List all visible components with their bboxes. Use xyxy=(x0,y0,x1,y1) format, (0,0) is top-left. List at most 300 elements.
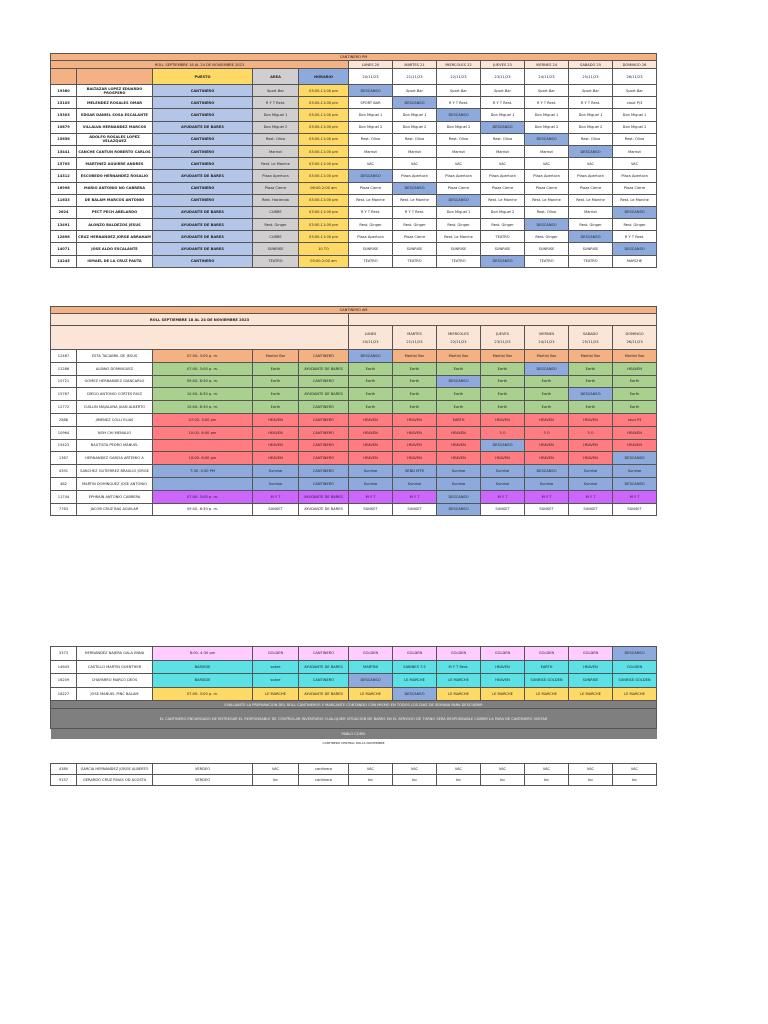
day-cell: Earth xyxy=(569,362,613,375)
table-row xyxy=(51,775,657,786)
pm-day-header: DOMINGO 26 xyxy=(613,61,657,69)
day-cell: DESCANSO xyxy=(437,490,481,503)
horario-cell: 03:00-11:00 pm xyxy=(299,145,349,157)
day-cell: HEAVEN xyxy=(481,674,525,688)
employee-name: CASTILLO MARTIN GUENTHER xyxy=(77,660,153,674)
day-cell: M Y T Rest. xyxy=(437,660,481,674)
day-cell: DESCANSO xyxy=(569,388,613,401)
horario-cell: 07:00- 3:00 p. m. xyxy=(153,362,253,375)
day-cell: GOLDEN xyxy=(569,647,613,661)
day-cell: DESCANSO xyxy=(613,647,657,661)
day-cell: SUNRISE xyxy=(437,243,481,255)
employee-name: ADOLFO ROSALES LOPEZ VELAZQUEZ xyxy=(77,133,153,145)
day-cell: Plaza Apertura xyxy=(613,170,657,182)
day-cell: TEATRO xyxy=(569,255,613,267)
pm-day-header: MIERCOLES 22 xyxy=(437,61,481,69)
table-row xyxy=(51,375,657,388)
day-cell: DESCANSO xyxy=(393,182,437,194)
day-cell: Rest. Olivo xyxy=(569,133,613,145)
day-cell: Sunrise xyxy=(349,465,393,478)
am-day-date: 24/11/23 xyxy=(538,339,555,344)
am-day-name: MARTES xyxy=(407,331,422,336)
puesto-cell: CANTINERO xyxy=(299,426,349,439)
area-cell: GOLDEN xyxy=(253,647,299,661)
horario-cell: 10:00- 6:00 pm xyxy=(153,426,253,439)
horario-cell: 03:00-11:00 pm xyxy=(299,231,349,243)
puesto-cell: AYUDANTE DE BARES xyxy=(153,231,253,243)
day-cell: DESCANSO xyxy=(525,133,569,145)
day-cell: SUNRISE GOLDEN xyxy=(525,674,569,688)
puesto-cell: AYUDANTE DE BARES xyxy=(299,388,349,401)
table-row xyxy=(51,452,657,465)
area-cell: HEAVEN xyxy=(253,439,299,452)
day-cell: SUNRISE xyxy=(349,243,393,255)
employee-id: 13491 xyxy=(51,219,77,231)
day-cell: SUNRISE xyxy=(481,243,525,255)
day-cell: VAC xyxy=(349,764,393,775)
day-cell: Sunrise xyxy=(349,477,393,490)
employee-id: 15441 xyxy=(51,145,77,157)
day-cell: HEAVEN xyxy=(481,660,525,674)
puesto-cell: CANTINERO xyxy=(153,133,253,145)
day-cell: M Y T xyxy=(349,490,393,503)
area-cell: TEATRO xyxy=(253,255,299,267)
puesto-cell: CANTINERO xyxy=(299,674,349,688)
horario-cell: 09:00- 6:30 p. m. xyxy=(153,375,253,388)
day-cell: Earth xyxy=(349,388,393,401)
day-cell: Don Miguel 2 xyxy=(613,121,657,133)
pm-col-horario: HORARIO xyxy=(299,69,349,85)
day-cell: TEATRO xyxy=(481,231,525,243)
day-cell: R Y T Rest. xyxy=(481,97,525,109)
table-row xyxy=(51,350,657,363)
day-cell: DESCANSO xyxy=(525,219,569,231)
day-cell: Sunrise xyxy=(613,465,657,478)
horario-cell: 07:00- 3:00 p. m. xyxy=(153,490,253,503)
puesto-cell: CANTINERO xyxy=(153,255,253,267)
day-cell: LE MARCHE xyxy=(613,687,657,701)
employee-name: PECT PECH ABELARDO xyxy=(77,206,153,218)
am-roll-title: ROLL SEPTIEMBRE 18 AL 24 DE NOVIEMBRE 2023 xyxy=(51,314,349,326)
puesto-cell: CANTINERO xyxy=(153,109,253,121)
horario-cell: 07:00- 3:00 p. m. xyxy=(153,350,253,363)
am-day-date: 21/11/23 xyxy=(406,339,423,344)
employee-id: 2624 xyxy=(51,206,77,218)
horario-cell: 03:00-11:00 pm xyxy=(299,85,349,97)
employee-id: 12898 xyxy=(51,231,77,243)
day-cell: Martini Bar xyxy=(393,350,437,363)
puesto-cell: CANTINERO xyxy=(299,439,349,452)
horario-cell: 07:00- 3:00 p. m. xyxy=(153,687,253,701)
day-cell: Plaza Apertura xyxy=(349,231,393,243)
day-cell: HEAVEN xyxy=(437,426,481,439)
day-cell: MARTINI xyxy=(349,660,393,674)
table-row xyxy=(51,109,657,121)
day-cell: HEAVEN xyxy=(613,426,657,439)
puesto-cell: CANTINERO xyxy=(153,145,253,157)
day-cell: Plaza Apertura xyxy=(481,170,525,182)
employee-id: 16209 xyxy=(51,674,77,688)
day-cell: Earth xyxy=(393,375,437,388)
day-cell: DESCANSO xyxy=(525,465,569,478)
day-cell: Rest. Olivo xyxy=(349,133,393,145)
puesto-cell: CANTINERO xyxy=(299,401,349,414)
day-cell: Inc xyxy=(525,775,569,786)
day-cell: DESCANSO xyxy=(437,375,481,388)
day-cell: Plaza Apertura xyxy=(393,170,437,182)
day-cell: Rest. Olivo xyxy=(481,133,525,145)
day-cell: Martini Bar xyxy=(525,350,569,363)
area-cell: Rest. Le Marche xyxy=(253,158,299,170)
day-cell: R Y T Rest. xyxy=(349,206,393,218)
employee-id: 14643 xyxy=(51,660,77,674)
day-cell: DESCANSO xyxy=(349,85,393,97)
am-day-name: VIERNES xyxy=(538,331,555,336)
horario-cell: 10:00- 6:30 p. m. xyxy=(153,388,253,401)
employee-name: GERARDO CRUZ RIVAS OD ACOSTA xyxy=(77,775,153,786)
horario-cell: BARSIDE xyxy=(153,674,253,688)
day-cell: SUNRISE GOLDEN xyxy=(613,674,657,688)
day-cell: SUNSET xyxy=(349,503,393,516)
note-line-2: EL CANTINERO ENCARGADO DE ENTREGAR EL RESPONSABLE DE CONTROLAR INVENTARIO CUALQUIER SITUACION DE BARES EN EL SERVICIO DE TURNO SERA RESPONSABLE CUBRIR LA PARA DE CANTINERO VISITAR xyxy=(51,709,657,729)
day-cell: Martini Bar xyxy=(481,350,525,363)
employee-name: SANCHEZ GUTIERREZ BRAULIO JORGE xyxy=(77,465,153,478)
employee-id: 19360 xyxy=(51,85,77,97)
day-cell: DESCANSO xyxy=(349,170,393,182)
pm-col-area: AREA xyxy=(253,69,299,85)
table-row xyxy=(51,674,657,688)
day-cell: SUNRISE xyxy=(569,243,613,255)
horario-cell: 03:00-11:00 pm xyxy=(299,158,349,170)
puesto-cell: CANTINERO xyxy=(299,350,349,363)
am-day-header xyxy=(481,326,525,350)
horario-cell: VERDEO xyxy=(153,775,253,786)
day-cell: TEATRO xyxy=(437,255,481,267)
table-row xyxy=(51,231,657,243)
day-cell: DESCANSO xyxy=(569,145,613,157)
area-cell: Sunrise xyxy=(253,477,299,490)
horario-cell xyxy=(153,439,253,452)
pm-day-header: LUNES 20 xyxy=(349,61,393,69)
day-cell: Don Miguel 2 xyxy=(349,121,393,133)
day-cell: Martini Bar xyxy=(569,350,613,363)
area-cell: sobre xyxy=(253,660,299,674)
table-row xyxy=(51,362,657,375)
horario-cell: 07:00- 3:00 pm xyxy=(153,413,253,426)
day-cell: VAC xyxy=(393,158,437,170)
day-cell: 3 O xyxy=(569,426,613,439)
day-cell: Earth xyxy=(525,401,569,414)
am-day-date: 26/11/23 xyxy=(626,339,643,344)
day-cell: R Y T Rest. xyxy=(525,97,569,109)
horario-cell: 03:00-2:00 am xyxy=(299,255,349,267)
table-row xyxy=(51,121,657,133)
table-row xyxy=(51,170,657,182)
puesto-cell: AYUDANTE DE BARES xyxy=(299,687,349,701)
day-cell: DESCANSO xyxy=(613,477,657,490)
area-cell: Rest. Ginger xyxy=(253,219,299,231)
day-cell: HEAVEN xyxy=(525,413,569,426)
day-cell: HEAVEN xyxy=(481,413,525,426)
day-cell: Rest. Le Marche xyxy=(481,194,525,206)
day-cell: VAC xyxy=(393,764,437,775)
day-cell: DESCANSO xyxy=(437,109,481,121)
day-cell: Rest. Le Marche xyxy=(349,194,393,206)
area-cell: Rest. Hacienda xyxy=(253,194,299,206)
day-cell: DESCANSO xyxy=(393,97,437,109)
day-cell: Inc xyxy=(349,775,393,786)
table-row xyxy=(51,439,657,452)
day-cell: SUNSET xyxy=(481,503,525,516)
employee-id: 2888 xyxy=(51,413,77,426)
day-cell: SUNRISE xyxy=(525,243,569,255)
day-cell: HEAVEN xyxy=(613,439,657,452)
table-row xyxy=(51,85,657,97)
area-cell: Martini Bar xyxy=(253,350,299,363)
day-cell: Rest. Olivo xyxy=(525,206,569,218)
day-cell: Plaza Cierre xyxy=(613,182,657,194)
table-row xyxy=(51,426,657,439)
am-day-header xyxy=(525,326,569,350)
day-cell: Earth xyxy=(393,388,437,401)
employee-id: 4391 xyxy=(51,465,77,478)
employee-name: HERNANDEZ GARCIA ARTEMIO A xyxy=(77,452,153,465)
table-row xyxy=(51,158,657,170)
day-cell: Don Miguel 1 xyxy=(349,109,393,121)
employee-name: CHAPARRO MARCO DEOS xyxy=(77,674,153,688)
day-cell: Marriot xyxy=(481,145,525,157)
day-cell: DESCANSO xyxy=(481,439,525,452)
pm-day-header: MARTES 21 xyxy=(393,61,437,69)
area-cell: Don Miguel 2 xyxy=(253,121,299,133)
day-cell: Sunrise xyxy=(569,477,613,490)
day-cell: Earth xyxy=(481,401,525,414)
area-cell: Rest. Olivo xyxy=(253,133,299,145)
day-cell: Inc xyxy=(613,775,657,786)
employee-id: 12772 xyxy=(51,401,77,414)
day-cell: Earth xyxy=(481,362,525,375)
day-cell: Rest. Le Marche xyxy=(437,231,481,243)
employee-id: 4380 xyxy=(51,764,77,775)
day-cell: SUNSET xyxy=(525,503,569,516)
day-cell: HEAVEN xyxy=(349,452,393,465)
area-cell: R Y T Rest. xyxy=(253,97,299,109)
day-cell: R Y T Rest. xyxy=(437,97,481,109)
day-cell: Plaza Cierre xyxy=(525,182,569,194)
employee-name: ISMAEL DE LA CRUZ PAUTA xyxy=(77,255,153,267)
am-schedule xyxy=(50,306,656,516)
employee-id: 14245 xyxy=(51,255,77,267)
horario-cell: 10 TO xyxy=(299,243,349,255)
table-row xyxy=(51,388,657,401)
day-cell: Earth xyxy=(613,375,657,388)
day-cell: 3 O xyxy=(481,426,525,439)
horario-cell: BARSIDE xyxy=(153,660,253,674)
day-cell: Earth xyxy=(613,401,657,414)
employee-name: MELENDEZ ROSALES OMAR xyxy=(77,97,153,109)
day-cell: VAC xyxy=(525,764,569,775)
employee-id: 14312 xyxy=(51,170,77,182)
vacation-schedule xyxy=(50,763,656,786)
pm-date-header: 25/11/23 xyxy=(569,69,613,85)
table-row xyxy=(51,413,657,426)
day-cell: Sunrise xyxy=(525,477,569,490)
area-cell: sobre xyxy=(253,674,299,688)
puesto-cell: CANTINERO xyxy=(153,158,253,170)
day-cell: TEATRO xyxy=(349,255,393,267)
day-cell: Sunrise xyxy=(569,465,613,478)
area-cell: Plaza Cierre xyxy=(253,182,299,194)
day-cell: TEATRO xyxy=(525,255,569,267)
day-cell: Sport Bar xyxy=(437,85,481,97)
table-row xyxy=(51,687,657,701)
day-cell: Sunrise xyxy=(393,477,437,490)
employee-name: VILLALVA HERNANDEZ MARCOS xyxy=(77,121,153,133)
day-cell: GOLDEN xyxy=(437,647,481,661)
day-cell: DESCANSO xyxy=(393,687,437,701)
pm-day-header: VIERNES 24 xyxy=(525,61,569,69)
puesto-cell: CANTINERO xyxy=(153,85,253,97)
day-cell: Don Miguel 1 xyxy=(525,109,569,121)
area-cell: Marriot xyxy=(253,145,299,157)
table-row xyxy=(51,182,657,194)
horario-cell: 03:00-11:00 pm xyxy=(299,109,349,121)
employee-id: 11633 xyxy=(51,194,77,206)
table-row xyxy=(51,97,657,109)
puesto-cell: CANTINERO xyxy=(299,413,349,426)
day-cell: HEAVEN xyxy=(349,439,393,452)
day-cell: Sunrise xyxy=(481,465,525,478)
employee-id: 9157 xyxy=(51,775,77,786)
puesto-cell: CANTINERO xyxy=(299,452,349,465)
am-day-header xyxy=(437,326,481,350)
employee-name: ESCOBEDO HERNANDEZ ROSALIO xyxy=(77,170,153,182)
area-cell: CUBRE xyxy=(253,231,299,243)
day-cell: LE MARCHE xyxy=(437,687,481,701)
puesto-cell: CANTINERO xyxy=(153,182,253,194)
table-row xyxy=(51,764,657,775)
day-cell: SUNRISE xyxy=(569,674,613,688)
day-cell: Rest. Ginger xyxy=(437,219,481,231)
horario-cell: 7:30 -3:30 PM xyxy=(153,465,253,478)
day-cell: TEATRO xyxy=(393,255,437,267)
employee-name: NOH CHI MENALIO xyxy=(77,426,153,439)
day-cell: VAC xyxy=(569,764,613,775)
day-cell: VAC xyxy=(437,158,481,170)
area-cell: Sport Bar xyxy=(253,85,299,97)
am-day-header xyxy=(613,326,657,350)
employee-name: MARIO ANTONIO NO CABRERA xyxy=(77,182,153,194)
day-cell: Martini Bar xyxy=(437,350,481,363)
day-cell: Sport Bar xyxy=(393,85,437,97)
pm-title: CANTINERO PM xyxy=(51,54,657,61)
employee-id: 16227 xyxy=(51,687,77,701)
day-cell: R Y T Rest. xyxy=(393,206,437,218)
day-cell: HEAVEN xyxy=(613,362,657,375)
employee-id: 10964 xyxy=(51,426,77,439)
day-cell: Rest. Le Marche xyxy=(613,194,657,206)
day-cell: HEAVEN xyxy=(349,413,393,426)
table-row xyxy=(51,490,657,503)
day-cell: EARTH xyxy=(525,660,569,674)
day-cell: VAC xyxy=(349,158,393,170)
day-cell: Rest. Ginger xyxy=(613,219,657,231)
am-day-name: JUEVES xyxy=(496,331,509,336)
table-row xyxy=(51,219,657,231)
puesto-cell: AYUDANTE DE BARES xyxy=(153,243,253,255)
day-cell: Don Miguel 2 xyxy=(437,121,481,133)
day-cell: Rest. Ginger xyxy=(481,219,525,231)
day-cell: Earth xyxy=(481,388,525,401)
employee-id: 482 xyxy=(51,477,77,490)
day-cell: HEAVEN xyxy=(525,439,569,452)
area-cell: SUNSET xyxy=(253,503,299,516)
day-cell: M Y T xyxy=(613,490,657,503)
day-cell: DESCANSO xyxy=(481,255,525,267)
day-cell: Rest. Olivo xyxy=(613,133,657,145)
employee-name: EDGAR DANIEL SOSA ESCALANTE xyxy=(77,109,153,121)
day-cell: DESCANSO xyxy=(349,674,393,688)
day-cell: Plaza Cierre xyxy=(569,182,613,194)
pm-blank-cell xyxy=(51,69,77,85)
day-cell: Sport Bar xyxy=(525,85,569,97)
day-cell: DESCANSO xyxy=(437,503,481,516)
day-cell: Sport Bar xyxy=(481,85,525,97)
day-cell: Earth xyxy=(481,375,525,388)
day-cell: GOLDEN xyxy=(613,660,657,674)
day-cell: GOLDEN xyxy=(481,647,525,661)
pm-blank-cell xyxy=(77,69,153,85)
day-cell: Plaza Cierre xyxy=(481,182,525,194)
day-cell: M Y T xyxy=(525,490,569,503)
day-cell: HEAVEN xyxy=(393,452,437,465)
table-row xyxy=(51,647,657,661)
day-cell: Rest. Le Marche xyxy=(569,194,613,206)
day-cell: Plaza Apertura xyxy=(569,170,613,182)
day-cell: DESCANSO xyxy=(569,231,613,243)
day-cell: Plaza Cierre xyxy=(393,231,437,243)
pm-schedule xyxy=(50,53,656,268)
day-cell: HEAVEN xyxy=(437,439,481,452)
employee-name: CUILLIN MAJALUNA JUAN ALBERTO xyxy=(77,401,153,414)
area-cell: M Y T xyxy=(253,490,299,503)
day-cell: Don Miguel 2 xyxy=(525,121,569,133)
employee-name: MARTINEZ AGUIRRE ANDRES xyxy=(77,158,153,170)
day-cell: Plaza Cierre xyxy=(349,182,393,194)
employee-id: 14071 xyxy=(51,243,77,255)
day-cell: HEAVEN xyxy=(569,439,613,452)
puesto-cell: CANTINERO xyxy=(299,477,349,490)
employee-name: ALBINO DOMINGUEZ xyxy=(77,362,153,375)
day-cell: HEAVEN xyxy=(393,426,437,439)
employee-id: 15656 xyxy=(51,133,77,145)
pm-date-header: 24/11/23 xyxy=(525,69,569,85)
table-row xyxy=(51,503,657,516)
day-cell: Don Miguel 1 xyxy=(393,109,437,121)
table-row xyxy=(51,194,657,206)
day-cell: VAC xyxy=(613,764,657,775)
day-cell: Marriot xyxy=(613,145,657,157)
area-cell: HEAVEN xyxy=(253,426,299,439)
day-cell: Marriot xyxy=(525,145,569,157)
day-cell: M Y T xyxy=(569,490,613,503)
area-cell: Don Miguel 1 xyxy=(253,109,299,121)
day-cell: DESCANSO xyxy=(613,243,657,255)
area-cell: Earth xyxy=(253,362,299,375)
day-cell: Earth xyxy=(437,401,481,414)
puesto-cell: CANTINERO xyxy=(153,97,253,109)
day-cell: HEAVEN xyxy=(481,452,525,465)
